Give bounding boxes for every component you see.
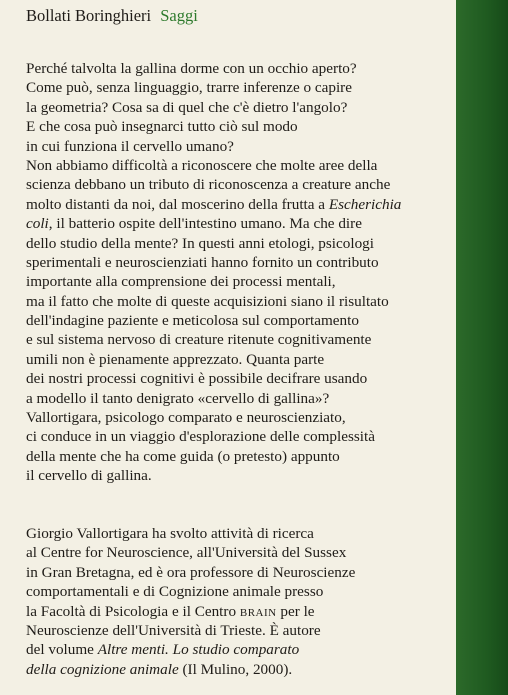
blurb-line: Vallortigara, psicologo comparato e neuroscienziato, <box>26 409 346 427</box>
bio-text: la Facoltà di Psicologia e il Centro <box>26 602 240 620</box>
blurb-line: della mente che ha come guida (o pretesto) appunto <box>26 447 340 465</box>
blurb-line <box>26 195 436 214</box>
blurb-line: a modello il tanto denigrato «cervello di gallina»? <box>26 389 330 407</box>
blurb-line: il cervello di gallina. <box>26 467 152 485</box>
series-name: Saggi <box>160 6 198 25</box>
bio-line: comportamentali e di Cognizione animale presso <box>26 583 324 601</box>
cover-header <box>26 6 198 26</box>
book-title: della cognizione animale <box>26 660 179 678</box>
blurb-line: dei nostri processi cognitivi è possibile decifrare usando <box>26 370 368 388</box>
blurb-line: ci conduce in un viaggio d'esplorazione delle complessità <box>26 428 375 446</box>
blurb-line: importante alla comprensione dei processi mentali, <box>26 273 336 291</box>
blurb-line: dell'indagine paziente e meticolosa sul comportamento <box>26 312 359 330</box>
blurb-line: umili non è pienamente apprezzato. Quanta parte <box>26 350 325 368</box>
bio-line: al Centre for Neuroscience, all'Università del Sussex <box>26 544 347 562</box>
blurb-line: sperimentali e neuroscienziati hanno fornito un contributo <box>26 253 379 271</box>
blurb-line: e sul sistema nervoso di creature ritenute cognitivamente <box>26 331 372 349</box>
blurb-line: scienza debbano un tributo di riconoscenza a creature anche <box>26 176 391 194</box>
bio-text: del volume <box>26 641 98 659</box>
species-name: Escherichia <box>328 195 402 213</box>
bio-line: Giorgio Vallortigara ha svolto attività di ricerca <box>26 525 314 542</box>
blurb-line: Non abbiamo difficoltà a riconoscere che molte aree della <box>26 156 378 174</box>
blurb-line: dello studio della mente? In questi anni etologi, psicologi <box>26 234 374 252</box>
green-spine-strip <box>456 0 508 695</box>
blurb-line: E che cosa può insegnarci tutto ciò sul modo <box>26 118 298 136</box>
blurb-line: Come può, senza linguaggio, trarre inferenze o capire <box>26 79 352 97</box>
author-bio <box>26 524 436 679</box>
blurb-line: Perché talvolta la gallina dorme con un occhio aperto? <box>26 60 357 77</box>
blurb-line <box>26 214 436 233</box>
bio-text: (Il Mulino, 2000). <box>178 660 293 678</box>
blurb-text: , il batterio ospite dell'intestino umano. Ma che dire <box>48 215 362 233</box>
bio-line: in Gran Bretagna, ed è ora professore di Neuroscienze <box>26 563 356 581</box>
brain-centre-name: brain <box>239 602 277 620</box>
book-title: Altre menti. Lo studio comparato <box>97 641 300 659</box>
bio-line <box>26 640 436 659</box>
blurb-text: molto distanti da noi, dal moscerino della frutta a <box>26 195 329 213</box>
blurb-line: la geometria? Cosa sa di quel che c'è dietro l'angolo? <box>26 98 348 116</box>
bio-line: Neuroscienze dell'Università di Trieste. È autore <box>26 621 321 639</box>
publisher-name: Bollati Boringhieri <box>26 6 152 25</box>
bio-line <box>26 602 436 621</box>
bio-line <box>26 660 436 679</box>
book-blurb <box>26 59 436 486</box>
bio-text: per le <box>276 602 315 620</box>
species-name: coli <box>26 215 49 233</box>
blurb-line: ma il fatto che molte di queste acquisizioni siano il risultato <box>26 292 389 310</box>
blurb-line: in cui funziona il cervello umano? <box>26 137 234 155</box>
